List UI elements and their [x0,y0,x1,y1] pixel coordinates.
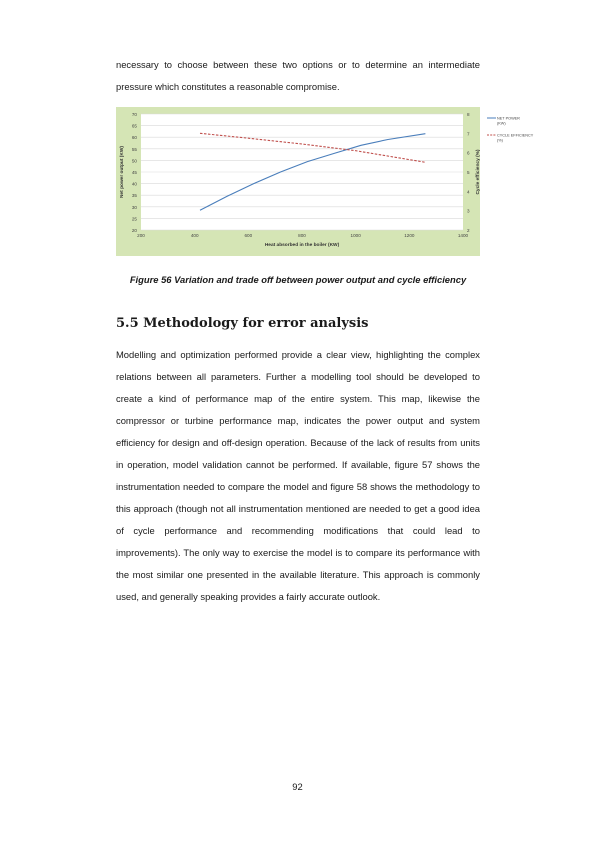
legend-label: (%) [497,138,503,143]
page-number: 92 [292,781,303,792]
y-axis-label: Net power output (KW) [120,146,125,198]
chart-svg [116,107,534,256]
x-tick-label: 400 [190,233,199,238]
intro-paragraph: necessary to choose between these two options or to determine an intermediate pressure which constitutes a reasonable compromise. [116,59,480,92]
y-tick-label: 55 [131,146,137,152]
y-tick-label: 60 [131,135,137,141]
y2-tick-label: 4 [467,189,470,195]
x-tick-label: 1200 [404,233,415,238]
x-tick-label: 200 [137,233,145,238]
y2-tick-label: 7 [467,131,470,137]
x-tick-label: 1000 [350,233,361,238]
y-tick-label: 25 [131,216,137,222]
y-tick-label: 45 [131,170,137,175]
section-heading: 5.5 Methodology for error analysis [116,316,369,331]
power-efficiency-chart [116,107,534,256]
x-axis-label: Heat absorbed in the boiler (KW) [264,243,340,248]
y-tick-label: 40 [131,181,137,187]
y2-axis-label: Cycle efficiency (%) [476,149,481,195]
body-paragraph: Modelling and optimization performed provide a clear view, highlighting the complex relations between all parameters. Further a modelling tool should be developed to create a kind of performance map of the entire system. This map, likewise the compressor or turbine performance map, indicates the power output and system efficiency for design and off-design operation. Because of the lack of results from units in operation, model validation cannot be performed. If available, figure 57 shows the instrumentation needed to compare the model and figure 58 shows the methodology to this approach (though not all instrumentation mentioned are needed to get a good idea of cycle performance and recommending modifications that could lead to improvements). The only way to exercise the model is to compare its performance with the most similar one presented in the available literature. This approach is commonly used, and generally speaking provides a fairly accurate outlook. [116,349,480,602]
legend-label: NET POWER [497,116,520,121]
y2-tick-label: 6 [467,150,470,156]
x-tick-label: 1400 [457,233,469,238]
y2-tick-label: 2 [467,228,470,233]
y-tick-label: 35 [131,193,137,199]
y-tick-label: 70 [131,112,137,117]
y2-tick-label: 3 [467,208,470,214]
y2-tick-label: 5 [467,170,470,175]
legend-label: CYCLE EFFICIENCY [497,133,534,138]
y-tick-label: 65 [131,123,137,129]
x-tick-label: 800 [298,233,306,238]
legend-label: (KW) [497,121,506,126]
figure-caption: Figure 56 Variation and trade off between power output and cycle efficiency [129,274,467,285]
y-tick-label: 30 [131,204,137,210]
y2-tick-label: 8 [467,112,470,117]
y-tick-label: 50 [131,158,137,164]
y-tick-label: 20 [131,228,137,233]
x-tick-label: 600 [244,233,253,238]
